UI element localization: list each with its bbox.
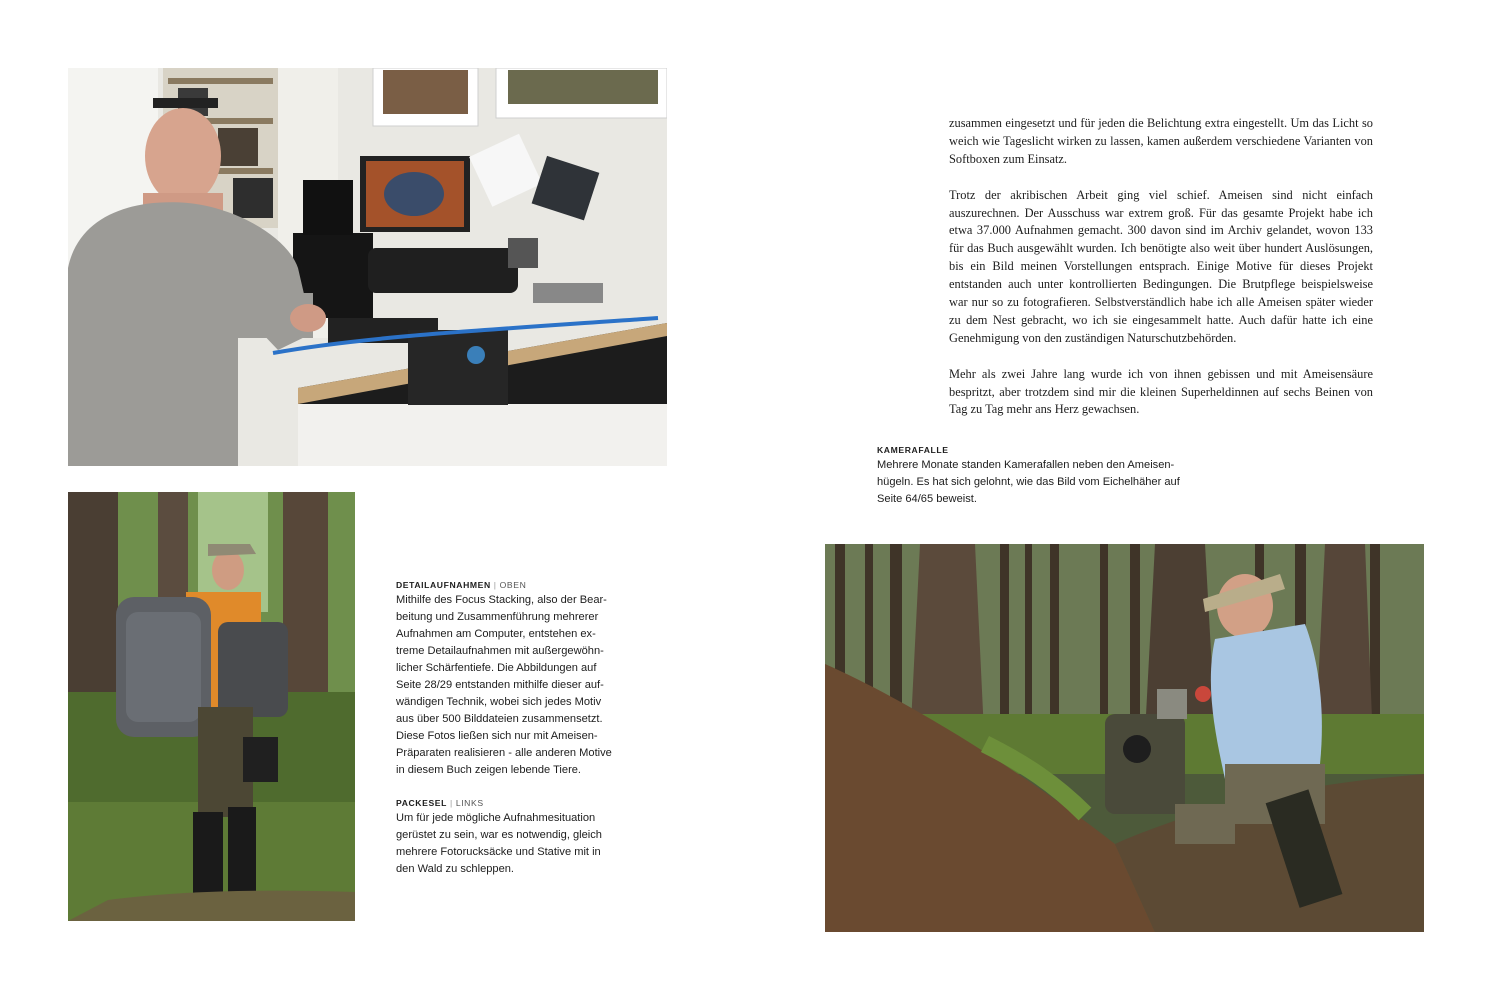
caption-title-text: PACKESEL [396, 798, 447, 808]
photo-packesel [68, 492, 355, 921]
caption-line: Seite 64/65 beweist. [877, 493, 977, 505]
caption-direction: OBEN [499, 580, 527, 590]
caption-line: in diesem Buch zeigen lebende Tiere. [396, 764, 582, 776]
caption-line: beitung und Zusammenführung mehrerer [396, 611, 599, 623]
caption-line: Mithilfe des Focus Stacking, also der Bear- [396, 594, 607, 606]
caption-line: gerüstet zu sein, war es notwendig, gleich [396, 829, 602, 841]
caption-line: Diese Fotos ließen sich nur mit Ameisen- [396, 730, 598, 742]
caption-line: aus über 500 Bilddateien zusammensetzt. [396, 713, 603, 725]
body-paragraph: Mehr als zwei Jahre lang wurde ich von ihnen gebissen und mit Ameisensäure bespritzt, aber trotzdem sind mir die kleinen Superheldinnen auf sechs Beinen von Tag zu Tag mehr ans Herz gewachsen. [949, 366, 1373, 417]
caption-line: Mehrere Monate standen Kamerafallen neben den Ameisen- [877, 459, 1175, 471]
caption-line: Präparaten realisieren - alle anderen Motive [396, 747, 612, 759]
caption-direction: LINKS [455, 798, 484, 808]
caption-line: mehrere Fotorucksäcke und Stative mit in [396, 846, 601, 858]
caption-line: Seite 28/29 entstanden mithilfe dieser auf- [396, 679, 604, 691]
caption-kamerafalle [877, 443, 1180, 508]
caption-packesel [396, 796, 611, 878]
caption-separator: | [493, 580, 497, 590]
body-text [949, 115, 1373, 437]
caption-title [396, 578, 611, 592]
caption-title [877, 443, 1177, 457]
body-paragraph: Trotz der akribischen Arbeit ging viel schief. Ameisen sind nicht einfach auszurechnen. Der Ausschuss war extrem groß. Für das gesamte Projekt habe ich etwa 37.000 Aufnahmen gemacht. 300 davon sind im Archiv gelandet, wovon 133 für das Buch ausgewählt wurden. Ich benötigte also weit über hundert Auslösungen, bis ein Bild meinen Vorstellungen entsprach. Einige Motive für dieses Projekt entstanden auch unter kontrollierten Bedingungen. Die Brutpflege beispielsweise war nur so zu fotografieren. Selbstverständlich habe ich alle Ameisen später wieder zu dem Nest gebracht, wo ich sie eingesammelt hatte. Auch dafür hatte ich eine Genehmigung von den zuständigen Naturschutzbehörden. [949, 187, 1373, 345]
caption-title [396, 796, 611, 810]
photo-photographer-at-desk [68, 68, 667, 466]
caption-line: wändigen Technik, wobei sich jedes Motiv [396, 696, 602, 708]
caption-title-text: DETAILAUFNAHMEN [396, 580, 491, 590]
caption-line: treme Detailaufnahmen mit außergewöhn- [396, 645, 604, 657]
caption-line: Um für jede mögliche Aufnahmesituation [396, 812, 596, 824]
caption-line: den Wald zu schleppen. [396, 863, 514, 875]
caption-line: licher Schärfentiefe. Die Abbildungen auf [396, 662, 597, 674]
caption-title-text: KAMERAFALLE [877, 445, 949, 455]
caption-line: Aufnahmen am Computer, entstehen ex- [396, 628, 596, 640]
body-paragraph: zusammen eingesetzt und für jeden die Belichtung extra eingestellt. Um das Licht so weich wie Tageslicht wirken zu lassen, kamen außerdem verschiedene Varianten von Softboxen zum Einsatz. [949, 116, 1373, 166]
caption-detailaufnahmen [396, 578, 611, 779]
photo-kamerafalle [825, 544, 1424, 932]
caption-line: hügeln. Es hat sich gelohnt, wie das Bild vom Eichelhäher auf [877, 476, 1180, 488]
caption-separator: | [449, 798, 453, 808]
